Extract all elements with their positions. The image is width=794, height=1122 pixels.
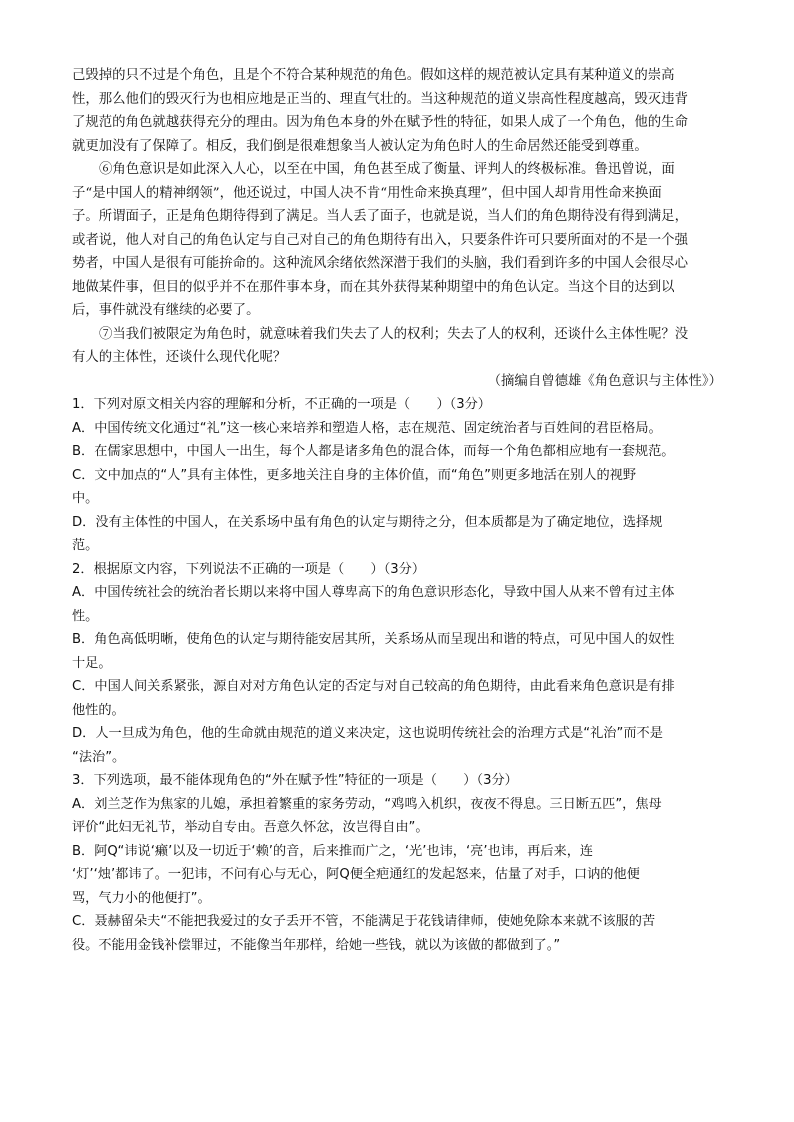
option-c: C．中国人间关系紧张，源自对对方角色认定的否定与对自己较高的角色期待，由此看来角色意识是有排 (72, 679, 675, 694)
option-b-cont: ‘灯’‘烛’都讳了。一犯讳，不问有心与无心，阿Q便全疤通红的发起怒来，估量了对手，口讷的他便 (72, 867, 640, 882)
source-citation: （摘编自曾德雄《角色意识与主体性》） (487, 373, 722, 389)
option-b: B．角色高低明晰，使角色的认定与期待能安居其所，关系场从而呈现出和谐的特点，可见中国人的奴性 (72, 632, 675, 647)
option-d: D．人一旦成为角色，他的生命就由规范的道义来决定，这也说明传统社会的治理方式是“礼治”而不是 (72, 726, 663, 741)
option-a: A．中国传统文化通过“礼”这一核心来培养和塑造人格，志在规范、固定统治者与百姓间的君臣格局。 (72, 420, 662, 436)
text-line: 子“是中国人的精神纲领”，他还说过，中国人决不肯“用性命来换真理”，但中国人却肯用性命来换面 (72, 185, 662, 201)
text-line: 了规范的角色就越获得充分的理由。因为角色本身的外在赋予性的特征，如果人成了一个角色，他的生命 (72, 115, 688, 130)
text-line: 势者，中国人是很有可能拚命的。这种流风余绪依然深潜于我们的头脑，我们看到许多的中国人会很尽心 (72, 256, 688, 271)
text-line: ⑥角色意识是如此深入人心，以至在中国，角色甚至成了衡量、评判人的终极标准。鲁迅曾说，面 (99, 162, 675, 177)
question-stem: 3．下列选项，最不能体现角色的“外在赋予性”特征的一项是（ ）（3分） (72, 773, 518, 788)
option-a: A．中国传统社会的统治者长期以来将中国人尊卑高下的角色意识形态化，导致中国人从来不曾有过主体 (72, 585, 675, 600)
paragraph-7 (72, 323, 722, 370)
option-d: D．没有主体性的中国人，在关系场中虽有角色的认定与期待之分，但本质都是为了确定地位，选择规 (72, 514, 663, 530)
text-line: 性，那么他们的毁灭行为也相应地是正当的、理直气壮的。当这种规范的道义崇高性程度越高，毁灭违背 (72, 91, 688, 107)
option-b-cont: 骂，气力小的他便打”。 (72, 890, 211, 906)
paragraph-6 (72, 158, 722, 323)
option-b-cont: 十足。 (72, 655, 112, 671)
option-a: A．刘兰芝作为焦家的儿媳，承担着繁重的家务劳动，“鸡鸣入机织，夜夜不得息。三日断五匹”，焦母 (72, 796, 662, 812)
option-d-cont: “法治”。 (72, 749, 126, 765)
text-line: 后，事件就没有继续的必要了。 (72, 303, 260, 318)
text-line: 己毁掉的只不过是个角色，且是个不符合某种规范的角色。假如这样的规范被认定具有某种道义的崇高 (72, 68, 675, 83)
text-line: 就更加没有了保障了。相反，我们倒是很难想象当人被认定为角色时人的生命居然还能受到尊重。 (72, 138, 648, 154)
option-b: B．阿Q“讳说‘癞’以及一切近于‘赖’的音，后来推而广之，‘光’也讳，‘亮’也讳，再后来，连 (72, 843, 594, 859)
option-c-cont: 役。不能用金钱补偿罪过，不能像当年那样，给她一些钱，就以为该做的都做到了。” (72, 937, 561, 953)
question-stem: 2．根据原文内容，下列说法不正确的一项是（ ）（3分） (72, 561, 426, 577)
question-3 (72, 769, 722, 957)
text-line: 子。所谓面子，正是角色期待得到了满足。当人丢了面子，也就是说，当人们的角色期待没有得到满足， (72, 209, 688, 224)
text-line: 或者说，他人对自己的角色认定与自己对自己的角色期待有出入，只要条件许可只要所面对的不是一个强 (72, 232, 688, 248)
question-stem: 1．下列对原文相关内容的理解和分析，不正确的一项是（ ）（3分） (72, 397, 491, 412)
option-a-cont: 评价“此妇无礼节，举动自专由。吾意久怀忿，汝岂得自由”。 (72, 820, 429, 835)
option-b: B．在儒家思想中，中国人一出生，每个人都是诸多角色的混合体，而每一个角色都相应地有一套规范。 (72, 444, 675, 459)
option-c-cont: 中。 (72, 491, 99, 506)
text-line: ⑦当我们被限定为角色时，就意味着我们失去了人的权利；失去了人的权利，还谈什么主体性呢？没 (99, 326, 689, 342)
text-line: 地做某件事，但目的似乎并不在那件事本身，而在其外获得某种期望中的角色认定。当这个目的达到以 (72, 279, 675, 295)
option-c-cont: 他性的。 (72, 702, 125, 718)
option-c: C．聂赫留朵夫“不能把我爱过的女子丢开不管，不能满足于花钱请律师，使她免除本来就不该服的苦 (72, 914, 656, 929)
text-line: 有人的主体性，还谈什么现代化呢？ (72, 350, 287, 365)
document-page (72, 64, 722, 957)
option-d-cont: 范。 (72, 538, 99, 553)
option-c: C．文中加点的“人”具有主体性，更多地关注自身的主体价值，而“角色”则更多地活在别人的视野 (72, 467, 637, 483)
question-2 (72, 558, 722, 770)
question-1 (72, 393, 722, 558)
option-a-cont: 性。 (72, 608, 99, 624)
passage-continued (72, 64, 722, 158)
